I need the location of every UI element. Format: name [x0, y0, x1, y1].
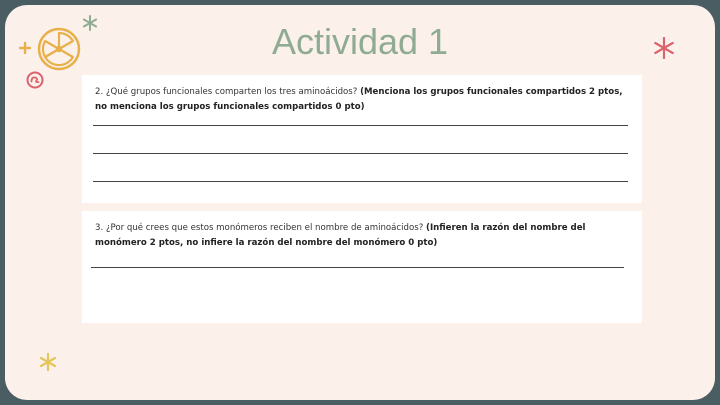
question-2-text — [95, 85, 625, 115]
question-3-card — [82, 211, 642, 323]
spiral-icon — [26, 71, 44, 89]
slide-title: Actividad 1 — [271, 21, 449, 62]
asterisk-icon — [39, 353, 57, 371]
answer-line[interactable] — [93, 125, 628, 126]
slide — [5, 5, 715, 400]
question-3-rubric-bold: nombre del monómero — [295, 238, 406, 248]
question-3-rubric-end: 0 pto) — [405, 238, 438, 248]
answer-line[interactable] — [93, 153, 628, 154]
question-3-text — [95, 221, 625, 251]
question-2-rubric: (Menciona los grupos funcionales compartidos 2 ptos, no menciona los grupos funcionales compartidos 0 pto) — [95, 87, 623, 112]
answer-line[interactable] — [91, 267, 624, 268]
question-2-prompt: 2. ¿Qué grupos funcionales comparten los tres aminoácidos? — [95, 87, 361, 97]
question-3-prompt: 3. ¿Por qué crees que estos monómeros reciben el nombre de aminoácidos? — [95, 223, 427, 233]
question-2-card — [82, 75, 642, 203]
answer-line[interactable] — [93, 181, 628, 182]
question-3-rubric: (Infieren la razón del nombre del monómero 2 ptos, no infiere la razón del — [95, 223, 586, 248]
